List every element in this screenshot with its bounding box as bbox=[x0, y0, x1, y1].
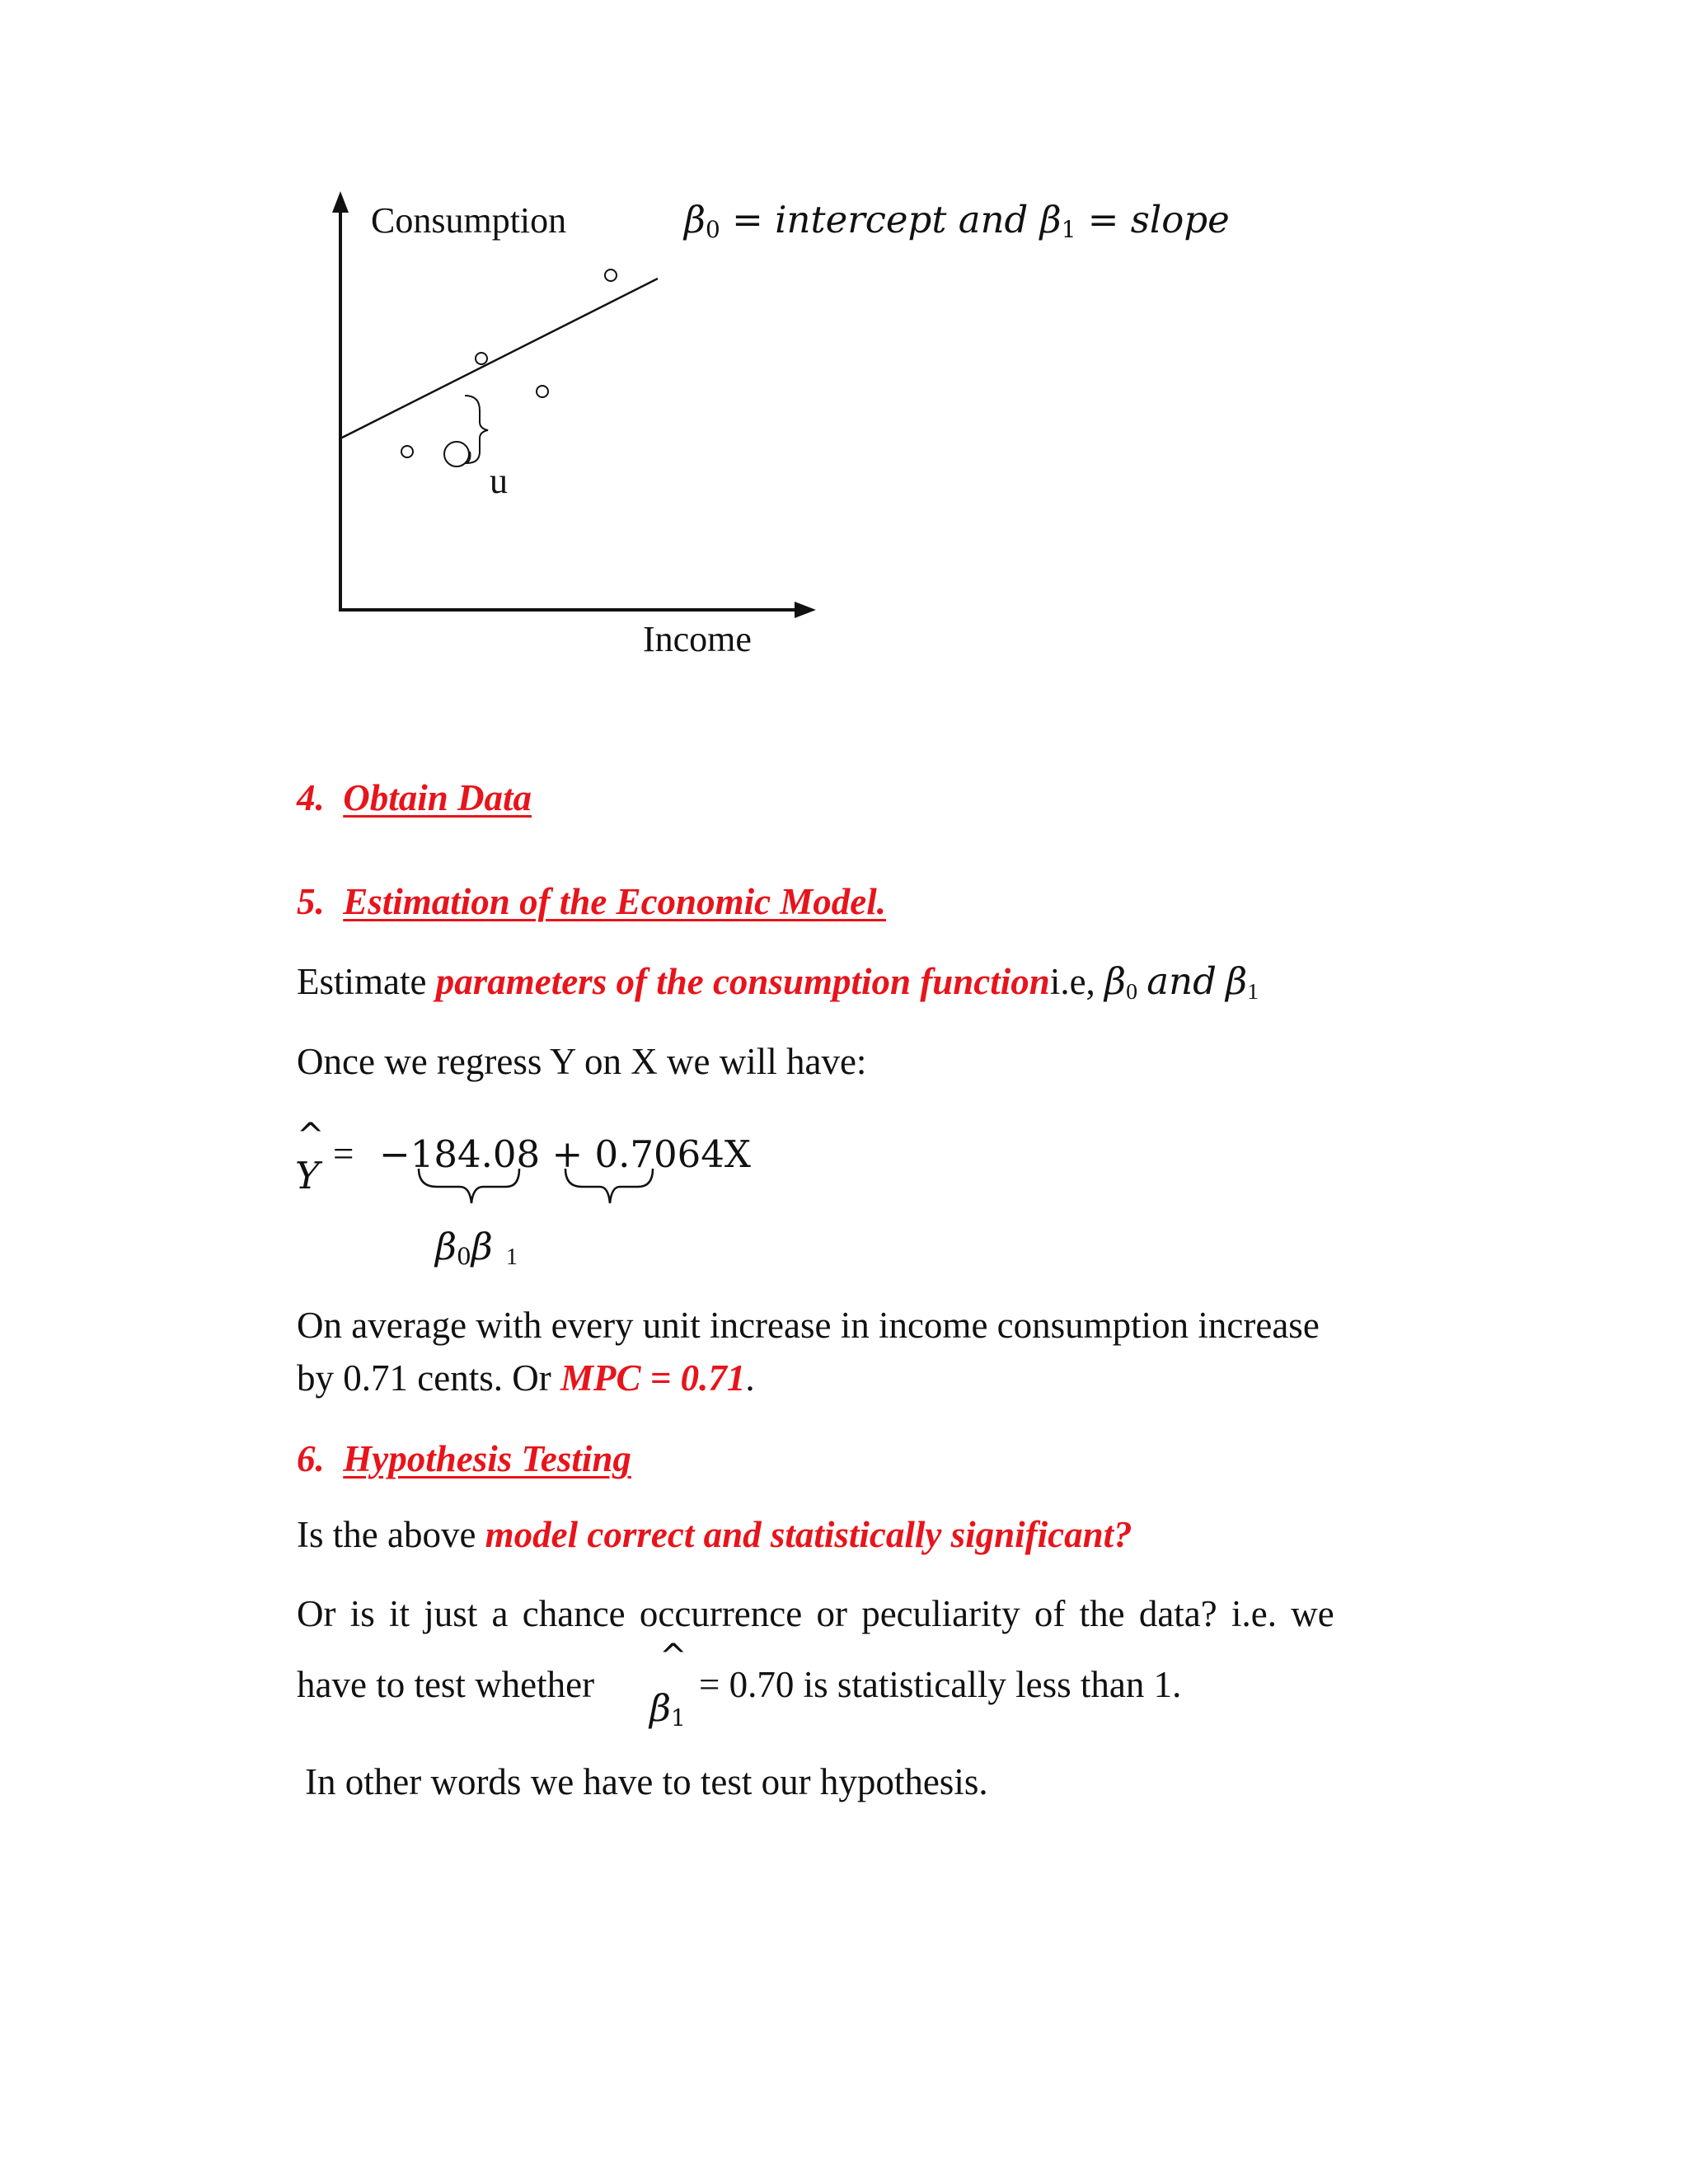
chance-line-2-suffix: = 0.70 is statistically less than 1. bbox=[699, 1664, 1182, 1705]
mpc-highlight: MPC = 0.71 bbox=[560, 1357, 746, 1399]
section-number: 6. bbox=[297, 1438, 325, 1479]
section-6-heading bbox=[297, 1437, 631, 1480]
beta0-underbrace bbox=[419, 1169, 519, 1203]
x-axis-label: Income bbox=[643, 619, 752, 659]
section-number: 4. bbox=[297, 777, 325, 818]
beta1-subscript: 1 bbox=[1247, 979, 1259, 1005]
beta1-hat-symbol: $\beta_1$ bbox=[649, 1686, 686, 1732]
chance-line-1: Or is it just a chance occurrence or peculiarity of the data? i.e. we bbox=[297, 1593, 1334, 1634]
equation-hat: ^ bbox=[297, 1117, 325, 1155]
beta1-subscript: 1 bbox=[1061, 216, 1076, 244]
question-highlight: model correct and statistically significant? bbox=[485, 1514, 1132, 1555]
error-label: u bbox=[490, 461, 508, 501]
equation-y: Y bbox=[295, 1154, 320, 1197]
beta0-symbol: β bbox=[684, 198, 706, 241]
question-sentence: Is the above model correct and statistically significant? bbox=[297, 1514, 1132, 1555]
y-axis-label: Consumption bbox=[371, 200, 567, 241]
slope-text: slope bbox=[1130, 198, 1230, 241]
interpretation-line-2: by 0.71 cents. Or MPC = 0.71. bbox=[297, 1357, 755, 1399]
and-word: and bbox=[1146, 959, 1217, 1003]
beta0-symbol: β bbox=[1104, 959, 1127, 1003]
equals-sign: = bbox=[732, 198, 763, 241]
conclusion-sentence: In other words we have to test our hypothesis. bbox=[305, 1761, 988, 1802]
estimate-prefix: Estimate bbox=[297, 961, 427, 1002]
section-number: 5. bbox=[297, 881, 325, 922]
regress-sentence: Once we regress Y on X we will have: bbox=[297, 1041, 867, 1082]
beta0-label: $\beta_0\beta$ bbox=[435, 1225, 493, 1271]
section-title: Obtain Data bbox=[343, 777, 532, 818]
beta1-symbol: β bbox=[1039, 198, 1062, 241]
beta1-underbrace bbox=[565, 1169, 653, 1203]
equation-rhs: −184.08 + 0.7064X bbox=[379, 1132, 751, 1176]
estimate-suffix: i.e, bbox=[1049, 961, 1095, 1002]
beta1-hat: ^ bbox=[659, 1638, 687, 1675]
section-title: Hypothesis Testing bbox=[343, 1438, 631, 1479]
beta0-subscript: 0 bbox=[1126, 979, 1138, 1005]
intercept-text: intercept and bbox=[775, 198, 1029, 241]
equation-equals: = bbox=[333, 1133, 354, 1174]
chance-line-2-prefix: have to test whether bbox=[297, 1664, 595, 1705]
estimate-highlight: parameters of the consumption function bbox=[435, 961, 1050, 1002]
section-title: Estimation of the Economic Model. bbox=[343, 881, 887, 922]
equals-sign: = bbox=[1087, 198, 1119, 241]
beta1-symbol: β bbox=[1226, 959, 1248, 1003]
beta1-label-sub: 1 bbox=[506, 1244, 518, 1270]
interpretation-line-1: On average with every unit increase in income consumption increase bbox=[297, 1305, 1320, 1346]
beta0-subscript: 0 bbox=[706, 216, 720, 244]
